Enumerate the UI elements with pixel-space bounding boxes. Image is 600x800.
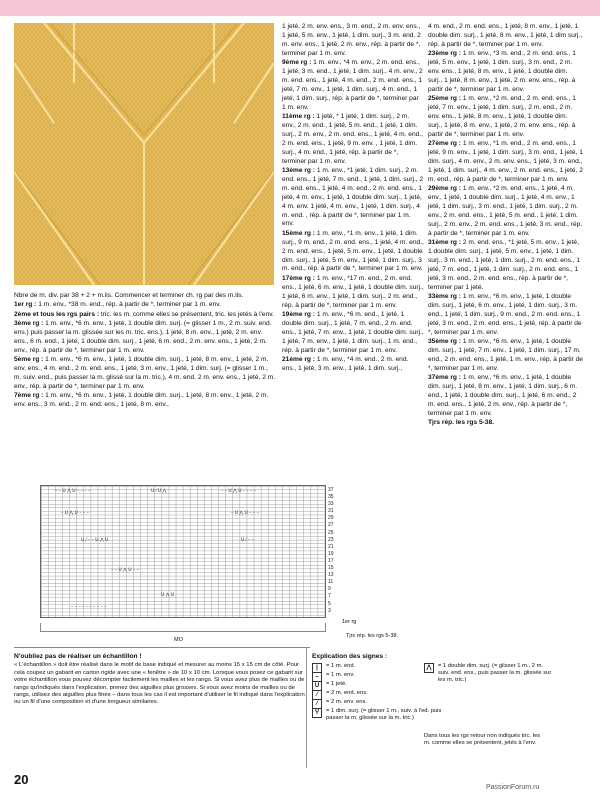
row-label: 31ème rg : <box>428 239 461 247</box>
page-number: 20 <box>14 772 29 787</box>
chart-row-label: 9 <box>328 586 331 593</box>
row-text: 1 m. env., *17 m. end., 2 m. end. ens., 1 jeté, 6 m. env., 1 jeté, 1 double dim. surj., 1 jeté, 6 m. env., 1 jeté, 1 dim. surj., 2 m. end., rép. à partir de *, terminer par 1 m. env. <box>282 274 424 309</box>
knitting-chart-grid <box>40 485 326 618</box>
row-text: 1 jeté, 2 m. env. ens., 3 m. end., 2 m. env. ens., 1 jeté, 5 m. env., 1 jeté, 1 dim. surj., 3 m. end. 2 m. env. ens., 1 jeté, 2 m. env., rép. à partir de *, terminer par 1 m. env. <box>282 23 421 57</box>
stitch-symbol-icon: Ⴤ <box>312 708 322 718</box>
legend-text: = 1 m. end. <box>326 663 356 669</box>
row-text: tric. les m. comme elles se présentent, tric. les jetés à l'env. <box>100 310 274 318</box>
row-label: 33ème rg : <box>428 293 461 301</box>
row-label: 29ème rg : <box>428 185 461 193</box>
row-instruction <box>282 23 424 59</box>
row-instruction <box>282 356 424 374</box>
legend-text: = 1 jeté. <box>326 681 347 687</box>
row-text: 1 jeté, * 1 jeté, 1 dim. surj., 2 m. env., 2 m. end., 1 jeté, 5 m. end., 1 jeté, 1 dim. surj., 2 m. env., 2 m. end. ens., 1 jeté, 4 m. end., 2 m. end. ens., 1 jeté, 9 m. env. , 1 jeté, 1 dim. surj., 4 m. end., 1 jeté, rép. à partir de *, terminer par 1 m. env. <box>282 113 423 165</box>
row-text: 1 m. env., *6 m. env., 1 jeté, 1 double dim. surj., 1 jeté, 8 m. env., 1 jeté, 2 m. env. ens., 3 m. end., 2 m. end. ens., 1 jeté, 8 m. env., <box>14 392 269 409</box>
row-label: 3ème rg : <box>14 320 44 328</box>
stitch-symbol-icon: U <box>312 681 322 691</box>
row-instructions-col3 <box>428 23 583 429</box>
chart-row-label: 11 <box>328 579 334 586</box>
row-text: 1 m. env., *6 m. env., 1 jeté, 1 double dim. surj., 1 jeté, 7 m. env., 1 jeté, 1 dim. surj., 17 m. end., 2 m. end. ens., 1 jeté, 1 m. env., rép. à partir de *, terminer par 1 m. env. <box>428 338 583 372</box>
row-label: 5ème rg : <box>14 356 44 364</box>
row-instructions-col1 <box>14 301 276 410</box>
legend-text: = 2 m. env. ens. <box>326 699 367 705</box>
row-label: 9ème rg : <box>282 59 312 67</box>
chart-row-label: 35 <box>328 494 334 501</box>
row-label: 21ème rg : <box>282 356 315 364</box>
row-instruction <box>428 95 583 140</box>
row-label: 7ème rg : <box>14 392 44 400</box>
chart-row-label: 15 <box>328 565 334 572</box>
svg-text:– U ⋀ U – – –: – U ⋀ U – – – <box>61 511 89 516</box>
legend-entry <box>424 663 554 684</box>
row-text: 1 m. env., *2 m. end., 2 m. end. ens., 1 jeté, 7 m. env., 1 jeté, 1 dim. surj., 2 m. end., 2 m. env. ens., 1 jeté, 8 m. env., 1 jeté, 1 double dim. surj., 1 jeté, 8 m. env., 1 jeté, 2 m. env. ens., rép. à partir de *, terminer par 1 m. env. <box>428 95 576 138</box>
chart-row-label: 17 <box>328 557 334 564</box>
row-label: 15ème rg : <box>282 229 315 237</box>
chart-row-label: 3 <box>328 607 331 614</box>
svg-text:U ⁄ U ⋀: U ⁄ U ⋀ <box>151 489 167 494</box>
row-instruction <box>428 185 583 238</box>
stitch-symbol-icon: ⁄ <box>312 690 322 700</box>
chart-repeat-bracket <box>40 623 326 632</box>
svg-text:– – U ⋀ U – –: – – U ⋀ U – – <box>111 568 139 573</box>
chart-row-label: 23 <box>328 536 334 543</box>
row-instruction <box>282 59 424 112</box>
symbol-legend <box>312 653 592 746</box>
row-instruction <box>428 239 583 292</box>
row-instruction <box>14 301 276 310</box>
row-text: 1 m. env., *6 m. end., 1 jeté, 1 double dim. surj., 1 jeté, 7 m. end., 2 m. end. ens., 1 jeté, 7 m. env., 1 jeté, 1 double dim. surj., 1 jeté, 7 m. env., 1 jeté, 1 dim. surj., 1 m. end., rép. à partir de *, terminer par 1 m. env. <box>282 311 424 354</box>
svg-text:U ⋀ U: U ⋀ U <box>161 593 175 598</box>
chart-first-row-label: 1er rg <box>342 619 357 625</box>
row-text: 1 m. env., *6 m. env., 1 jeté, 1 double dim. surj., 1 jeté, 6 m. env., 1 jeté, 1 dim. surj., 3 m. end., 1 jeté, 1 dim. surj., 9 m. end., 2 m. end. ens., 1 jeté, 3 m. end., 2 m. end. ens., 1 jeté, rép. à partir de *, terminer par 1 m. env. <box>428 293 582 336</box>
row-text: 1 m. env., *2 m. end. ens., 1 jeté, 4 m. env., 1 jeté, 1 double dim. surj., 1 jeté, 4 m. env., 1 jeté, 1 dim. surj., 3 m. end., 1 jeté, 1 dim. surj., 2 m. env., 2 m. end. ens., 1 jeté, 5 m. end., 1 jeté, 1 dim. surj., 2 m. env., 2 m. end. ens., 1 jeté, 3 m. end., rép. à partir de *, terminer par 1 m. env. <box>428 185 583 237</box>
legend-footer: Dans tous les rgs retour non indiqués tric. les m. comme elles se présentent, jetés à l'env. <box>424 733 540 746</box>
chart-row-label: 27 <box>328 522 334 529</box>
row-text: 1 m. env., *38 m. end., rép. à partir de *, terminer par 1 m. env. <box>38 301 221 309</box>
chart-row-label: 25 <box>328 529 334 536</box>
row-label: 35ème rg : <box>428 338 461 346</box>
row-label: 19ème rg : <box>282 311 315 318</box>
legend-text: = 1 double dim. surj. (= glisser 1 m., 2 m. suiv. end. ens., puis passer la m. glissée sur les m. tric.) <box>438 663 552 683</box>
intro-text: Nbre de m. div. par 38 + 2 + m.lis. Commencer et terminer ch. rg par des m.lis. <box>14 292 244 299</box>
gauge-note <box>14 653 310 707</box>
chart-row-label: 13 <box>328 572 334 579</box>
row-instruction <box>428 140 583 185</box>
row-text: 4 m. end., 2 m. end. ens., 1 jeté, 8 m. env., 1 jeté, 1 double dim. surj., 1 jeté, 8 m. env., 1 jeté, 1 dim surj., rép. à partir de *, terminer par 1 m. env. <box>428 23 583 48</box>
legend-title: Explication des signes : <box>312 653 388 660</box>
svg-text:U ⁄ – –: U ⁄ – – <box>241 538 254 543</box>
row-instructions-col2 <box>282 23 424 374</box>
stitch-symbol-icon: ⋀ <box>424 663 434 673</box>
svg-text:– U ⋀ U – – –: – U ⋀ U – – – <box>231 511 259 516</box>
row-instruction <box>14 356 276 392</box>
row-label: 27ème rg : <box>428 140 461 148</box>
row-instruction <box>282 230 424 275</box>
row-instruction <box>428 293 583 338</box>
chart-row-label: 5 <box>328 600 331 607</box>
row-text: 2 m. end. ens., *1 jeté, 5 m. env., 1 jeté, 1 double dim. surj., 1 jeté, 5 m. env., 1 jeté, 1 dim. surj., 3 m. end., 1 jeté, 1 dim. surj., 2 m. end. ens., 1 jeté, 7 m. end., 1 jeté, 1 dim. surj., 2 m. end. ens., 1 jeté, 3 m. end., 2 m. end. ens., rép. à partir de *, terminer par 1 jeté. <box>428 239 581 291</box>
chart-mo-label: MO <box>174 637 183 643</box>
row-instruction <box>282 167 424 229</box>
chart-row-label: 19 <box>328 550 334 557</box>
row-text: 1 m. env., *1 m. env., 1 jeté, 1 dim. surj., 9 m. end., 2 m. end. ens., 1 jeté, 4 m. end., 2 m. end. ens., 1 jeté, 5 m. env., 1 jeté, 1 double dim. surj., 1 jeté, 5 m. env., 1 jeté, 1 dim. surj., 3 m. end., rép. à partir de *, terminer par 1 m. env. <box>282 229 424 273</box>
row-label: 37ème rg : <box>428 374 461 382</box>
stitch-symbol-icon: ⁄ <box>312 699 322 709</box>
row-text: 1 m. env., *3 m. end., 2 m. end. ens., 1 jeté, 5 m. env., 1 jeté, 1 dim. surj., 3 m. end., 2 m. env. ens., 1 jeté, 8 m. env., 1 jeté, 1 double dim. surj., 1 jeté, 8 m. env., 1 jeté, 2 m. env. ens., rép. à partir de *, terminer par 1 m. env. <box>428 50 576 93</box>
chart-row-label: 21 <box>328 543 334 550</box>
row-text: 1 m. env., *4 m. env., 2 m. end. ens., 1 jeté, 3 m. end., 1 jeté, 1 dim. surj., 4 m. env., 2 m. end. ens., 1 jeté, 4 m. end., 2 m. end. ens., 1 jeté, 7 m. env., 1 jeté, 1 dim. surj., 4 m. end., 1 jeté, 1 dim. surj., rép. à partir de *, terminer par 1 m. env. <box>282 59 423 111</box>
chart-row-label: 37 <box>328 487 334 493</box>
row-label: 17ème rg : <box>282 274 315 282</box>
row-label: 11ème rg : <box>282 113 315 121</box>
row-instruction <box>14 311 276 320</box>
pattern-intro <box>14 292 276 411</box>
chart-row-label: 31 <box>328 508 334 515</box>
top-color-band <box>0 0 600 16</box>
row-instruction <box>428 50 583 95</box>
row-label: 23ème rg : <box>428 50 461 58</box>
row-text: 1 m. env., *1 m. end., 2 m. end. ens., 1 jeté, 9 m. env., 1 jeté, 1 dim. surj., 3 m. end., 1 jeté, 1 dim. surj., 4 m. env., 2 m. env. ens., 1 jeté, 3 m. end., 1 jeté, 1 dim. surj., 4 m. env., 2 m. end. ens., 1 jeté, 2 m. end., rép. à partir de *, terminer par 1 m. env. <box>428 140 583 183</box>
row-instruction <box>14 392 276 410</box>
svg-text:U ⁄ – – U ⋀ U: U ⁄ – – U ⋀ U <box>81 538 109 543</box>
row-text: 1 m. env., *4 m. end., 2 m. end. ens., 1 jeté, 3 m. env., 1 jeté, 1 dim. surj., <box>282 356 409 372</box>
closing-instruction: Tjrs rép. les rgs 5-38. <box>428 419 494 427</box>
chart-row-label: 7 <box>328 593 331 600</box>
row-label: 25ème rg : <box>428 95 461 103</box>
row-instruction <box>428 338 583 374</box>
legend-text: = 2 m. end. ens. <box>326 690 368 696</box>
row-label: 2ème et tous les rgs pairs : <box>14 310 100 318</box>
stitch-swatch-photo <box>14 23 274 285</box>
chart-row-label: 29 <box>328 515 334 522</box>
chart-repeat-note: Tjrs rép. les rgs 5-38. <box>346 633 398 639</box>
row-label: 13ème rg : <box>282 167 315 174</box>
legend-entry <box>312 708 442 722</box>
stitch-symbol-icon: | <box>312 663 322 673</box>
legend-text: = 1 m. env. <box>326 672 355 678</box>
row-text: 1 m. env., *6 m. env., 1 jeté, 1 double dim. surj., 1 jeté, 8 m. env., 1 jeté, 2 m. env. ens., 4 m. end., 2 m. end. ens., 1 jeté, 3 m. env., 1 jeté, 1 dim. surj. (= glisser 1 m., m. suiv. end., puis passer la m. glissé sur la m. tric.), 4 m. end. 2 m. env. ens., 1 jeté, 2 m. env., rép. à partir de *, terminer par 1 m. env. <box>14 356 276 391</box>
svg-text:– – U ⋀ U – – – –: – – U ⋀ U – – – – <box>55 489 91 494</box>
row-label: 1er rg : <box>14 301 37 309</box>
section-divider-left <box>14 647 310 648</box>
stitch-symbol-icon: – <box>312 672 322 682</box>
row-instruction <box>282 275 424 311</box>
row-instruction <box>428 23 583 50</box>
row-instruction <box>14 320 276 356</box>
row-text: 1 m. env., *6 m. env., 1 jeté, 1 double dim. surj., 1 jeté, 8 m. env., 1 jeté, 1 dim. surj., 6 m. end., 1 jeté, 1 double dim. surj., 1 jeté, 6 m. end., 2 m. end. ens., 1 jeté, 2 m. env., rép. à partir de *, terminer par 1 m. env. <box>428 374 578 417</box>
chart-row-labels <box>328 487 334 615</box>
row-text: 1 m. env., *6 m. env., 1 jeté, 1 double dim. surj. (= glisser 1 m., 2 m. suiv. end. ens.) puis passer la m. glissée sur les m. tric. ens.), 1 jeté, 8 m. env., 1 jeté, 2 m. env. ens., 6 m. end., 1 jeté, 1 double dim. surj., 1 jeté, 6 m. end., 2 m. env. ens., 1 jeté, 2 m. env., rép. à partir de *, terminer par 1 m. env. <box>14 320 272 354</box>
svg-text:– – – – – – – – – –: – – – – – – – – – – <box>71 605 107 610</box>
note-text: « L'échantillon » doit être réalisé dans le motif de base indiqué et mesurer au moins 15 x 15 cm de côté. Pour cela coupez un gabarit en carton rigide avec une « fenêtre » de 10 x 10 cm. Lorsque vous posez ce gabarit sur votre échantillon vous pouvez décompter facilement les mailles et les rangs. Si vous avez plus de mailles ou de rangs qu'indiqués dans l'explication, prenez des aiguilles plus grosses. Si vous avez moins de mailles ou de rangs, utilisez des aiguilles plus fines – dans tous les cas il est important d'utiliser le fil indiqué dans l'explication ou un fil d'une composition et d'une longueur similaires. <box>14 662 305 706</box>
svg-text:– – U ⋀ U – – – –: – – U ⋀ U – – – – <box>221 489 257 494</box>
legend-text: = 1 dim. surj. (= glisser 1 m., suiv. à l'ed. puis passer la m. glissée sur la m. tric.) <box>326 708 442 721</box>
row-instruction <box>282 311 424 356</box>
row-instruction <box>282 113 424 166</box>
chart-row-label: 33 <box>328 501 334 508</box>
row-instruction <box>428 374 583 419</box>
row-text: 1 m. env., *1 jeté, 1 dim. surj., 2 m. end. ens., 1 jeté, 7 m. end., 1 jeté, 1 dim. surj., 2 m. end. ens., 1 jeté, 4 m. end., 2 m. end. ens., 1 jeté, 4 m. env., 1 jeté, 1 double dim. surj., 1 jeté, 4 m. env. 1 jeté, 4 m. env., 1 jeté, 1 dim. surj., 4 m. end. , rép. à partir de *, terminer par 1 m. env. <box>282 167 424 228</box>
watermark: PassionForum.ru <box>486 784 540 791</box>
note-title: N'oubliez pas de réaliser un échantillon ! <box>14 653 142 660</box>
chart-symbols <box>41 486 325 617</box>
